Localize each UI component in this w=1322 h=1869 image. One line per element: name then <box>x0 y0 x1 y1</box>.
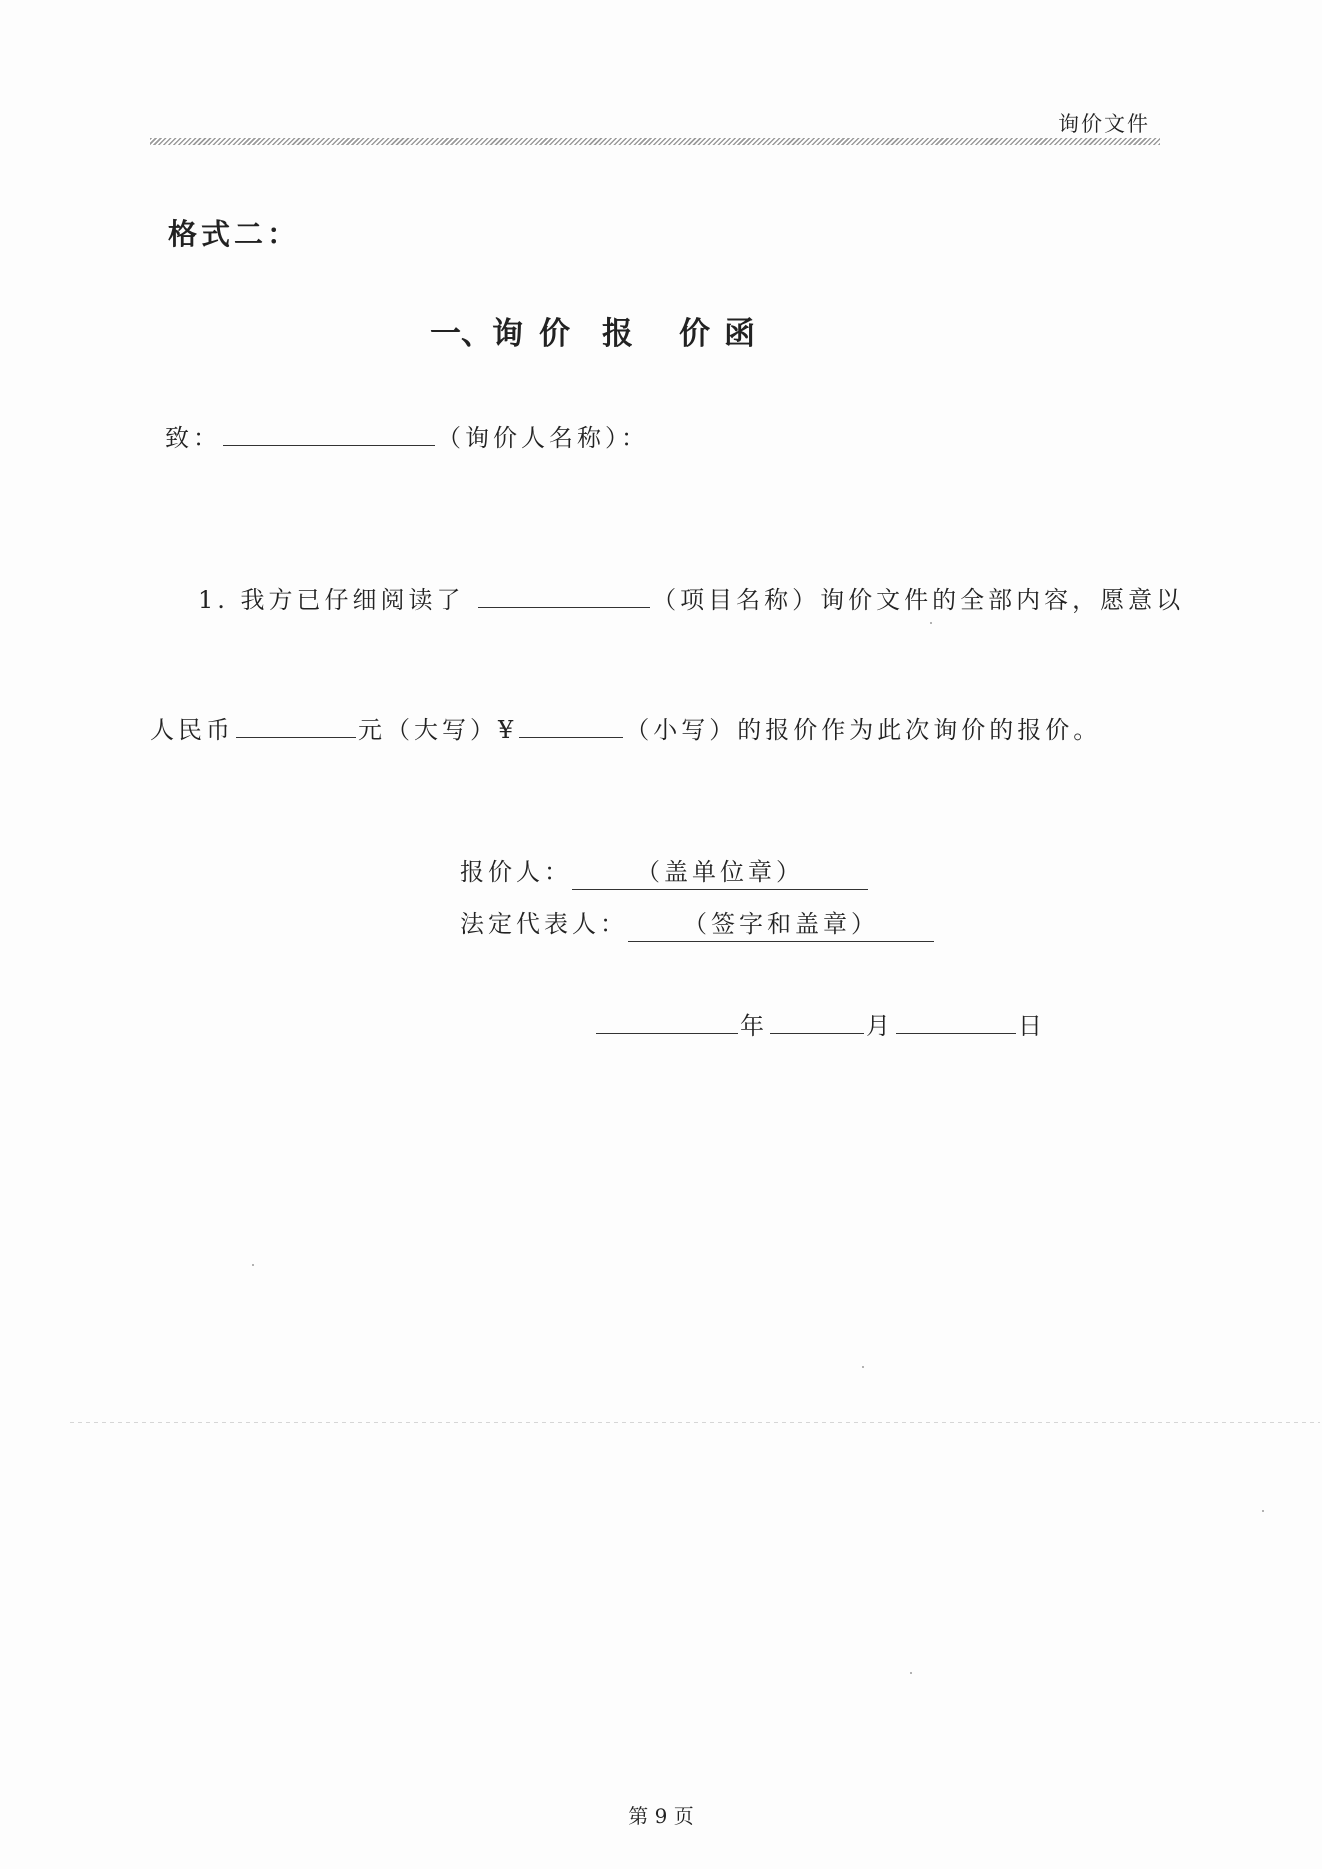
scan-speck <box>1262 1510 1264 1512</box>
paragraph-1-suffix: （项目名称）询价文件的全部内容，愿意以 <box>652 586 1185 614</box>
year-label: 年 <box>740 1012 768 1040</box>
year-blank <box>596 1032 738 1034</box>
scan-fold-line <box>70 1422 1320 1423</box>
header-title: 询价文件 <box>1058 112 1150 136</box>
paragraph-1-prefix: 1. 我方已仔细阅读了 <box>198 586 465 614</box>
day-label: 日 <box>1018 1012 1046 1040</box>
legal-rep-sign-field <box>628 904 934 942</box>
legal-rep-label: 法定代表人： <box>460 910 628 938</box>
project-name-blank <box>478 606 650 608</box>
quoter-stamp-hint: （盖单位章） <box>636 858 804 886</box>
quoter-stamp-field <box>572 852 868 890</box>
addressee-line <box>165 418 649 453</box>
addressee-suffix: （询价人名称）： <box>437 424 649 452</box>
title-part-4: 价函 <box>679 316 769 352</box>
amount-lowercase-blank <box>519 736 623 738</box>
title-part-1: 一、询 <box>430 316 523 352</box>
scan-speck <box>252 1264 254 1266</box>
scan-speck <box>930 622 932 624</box>
format-label: 格式二： <box>168 217 301 251</box>
legal-rep-sign-hint: （签字和盖章） <box>683 910 879 938</box>
amount-uppercase-blank <box>236 736 356 738</box>
document-title <box>430 308 769 353</box>
legal-rep-signature-line <box>460 904 934 942</box>
scan-speck <box>862 1366 864 1368</box>
quoter-label: 报价人： <box>460 858 572 886</box>
day-blank <box>896 1032 1016 1034</box>
month-blank <box>770 1032 864 1034</box>
quoter-signature-line <box>460 852 868 890</box>
date-line <box>594 1006 1046 1041</box>
addressee-prefix: 致： <box>165 424 221 452</box>
paragraph-2-suffix: （小写）的报价作为此次询价的报价。 <box>625 716 1102 744</box>
title-part-3: 报 <box>602 316 633 352</box>
paragraph-2-prefix: 人民币 <box>150 716 234 744</box>
scan-speck <box>910 1672 912 1674</box>
paragraph-2 <box>150 710 1101 745</box>
paragraph-1 <box>198 580 1184 615</box>
month-label: 月 <box>866 1012 894 1040</box>
paragraph-2-mid: 元（大写）¥ <box>358 716 518 744</box>
title-part-2: 价 <box>539 316 570 352</box>
header-rule <box>150 138 1160 145</box>
page-number: 第 9 页 <box>628 1804 694 1828</box>
addressee-blank <box>223 444 435 446</box>
